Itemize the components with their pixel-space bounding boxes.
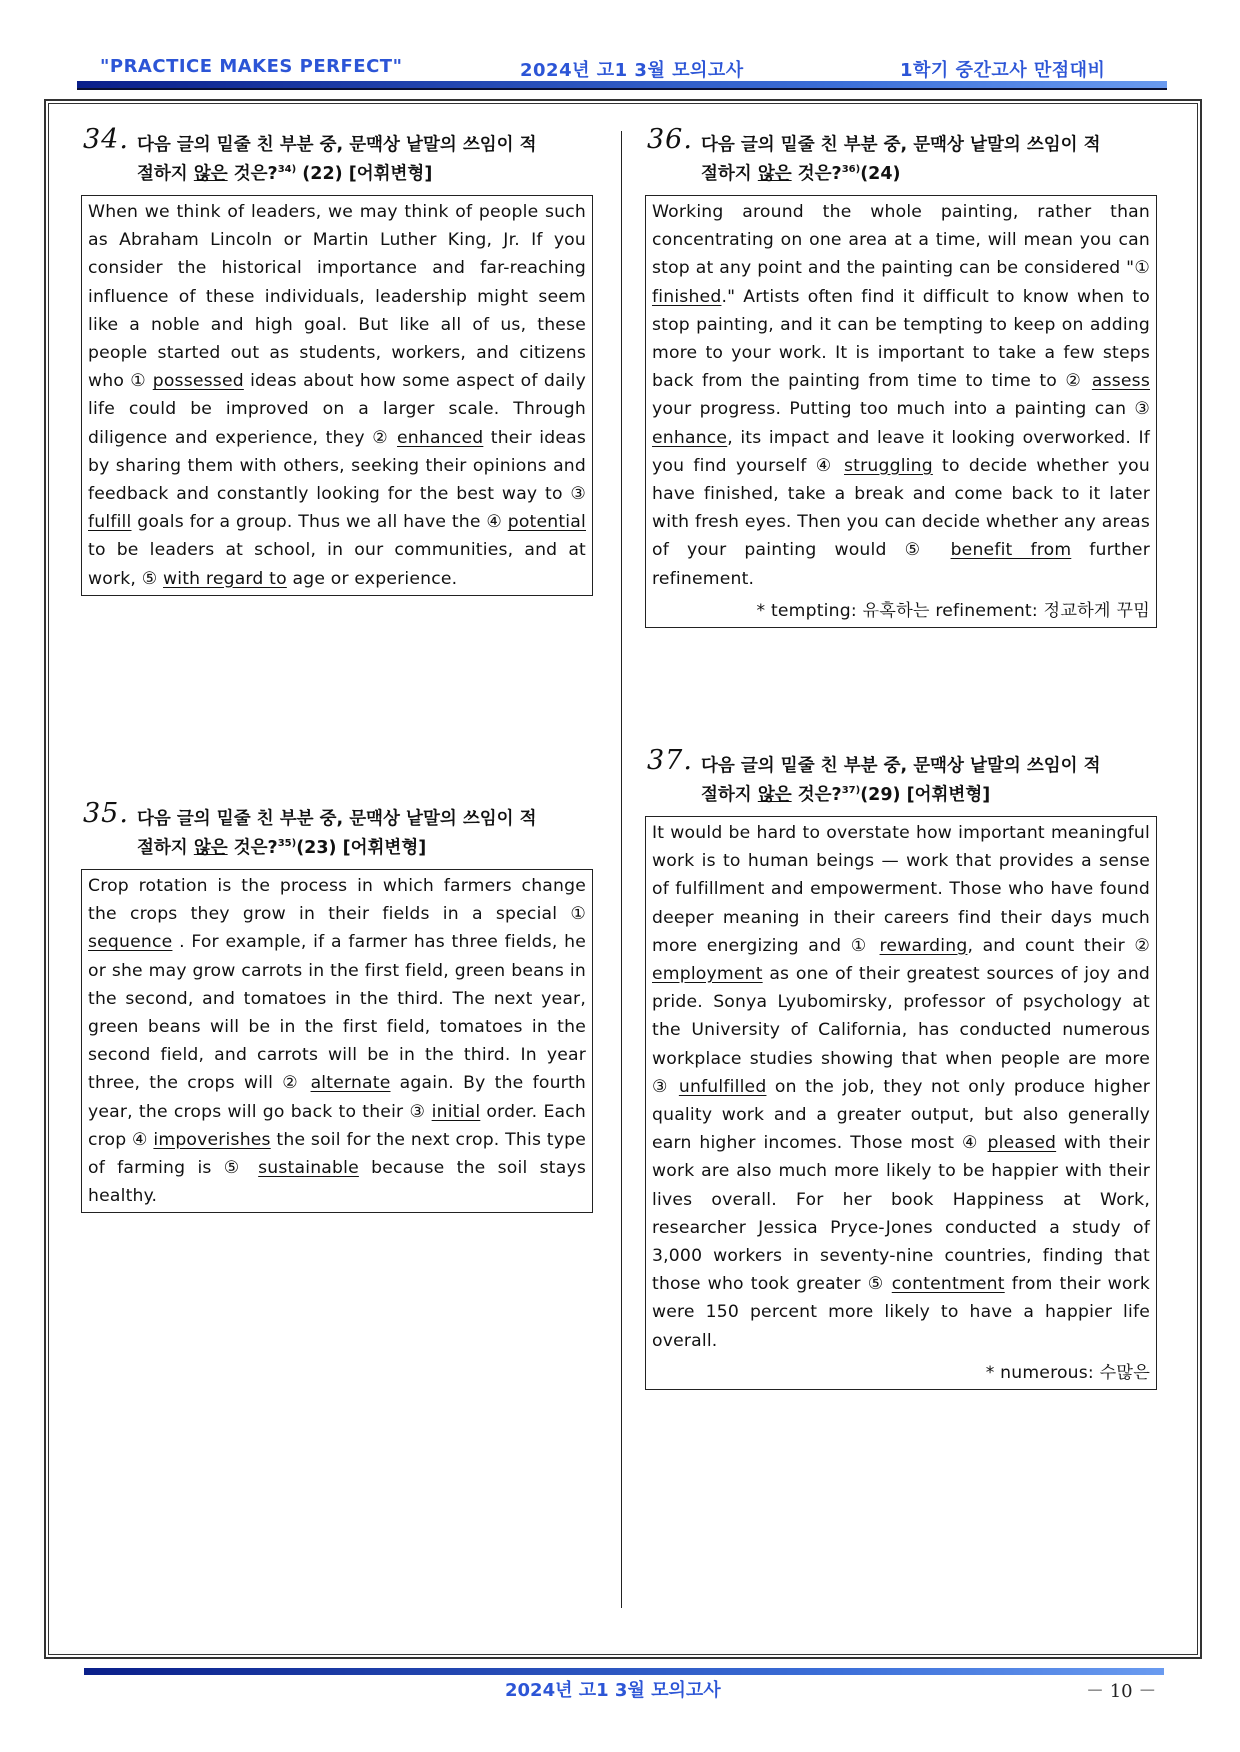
header-motto: "PRACTICE MAKES PERFECT" — [100, 56, 403, 77]
prompt-line-2 — [701, 781, 1157, 810]
prompt-line-2 — [701, 160, 1157, 189]
footer-rule — [84, 1668, 1164, 1675]
underlined-choice-5: sustainable — [258, 1158, 359, 1179]
prompt-underlined-word: 않은 — [757, 164, 792, 184]
passage-text: again. By the fourth year, the crops will go back to their ③ — [88, 1073, 586, 1122]
underlined-choice-1: rewarding — [879, 935, 968, 956]
question-35-passage — [81, 869, 593, 1213]
question-35 — [81, 798, 593, 1213]
prompt-tag: (29) [어휘변형] — [860, 785, 991, 805]
prompt-text: 절하지 — [137, 164, 194, 184]
question-34 — [81, 124, 593, 596]
footer-exam-title: 2024년 고1 3월 모의고사 — [505, 1680, 721, 1701]
passage-text: from their work were 150 percent more likely to have a happier life overall. — [652, 1274, 1150, 1351]
underlined-choice-1: finished — [652, 286, 722, 307]
prompt-line-1: 다음 글의 밑줄 친 부분 중, 문맥상 낱말의 쓰임이 적 — [701, 756, 1101, 776]
vocabulary-note: * tempting: 유혹하는 refinement: 정교하게 꾸밈 — [756, 600, 1150, 621]
prompt-tag: (23) [어휘변형] — [296, 838, 427, 858]
question-36-passage — [645, 195, 1157, 628]
passage-text: with their work are also much more likely to be happier with their lives overall. For her book Happiness at Work, researcher Jessica Pryce-Jones conducted a study of 3,000 workers in seventy-nine countries, finding that those who took greater ⑤ — [652, 1133, 1151, 1295]
question-number: 37. — [647, 745, 693, 776]
passage-text: ideas about how some aspect of daily life could be improved on a larger scale. Through diligence and experience, they ② — [88, 371, 586, 448]
passage-text: age or experience. — [286, 568, 458, 589]
underlined-choice-4: impoverishes — [153, 1129, 271, 1150]
underlined-choice-5: with regard to — [163, 568, 287, 589]
underlined-choice-2: employment — [652, 964, 763, 985]
prompt-text: 절하지 — [137, 838, 194, 858]
underlined-choice-5: benefit from — [950, 540, 1072, 561]
question-34-passage — [81, 195, 593, 596]
question-number: 34. — [83, 124, 129, 155]
question-35-prompt — [81, 798, 593, 863]
underlined-choice-5: contentment — [891, 1274, 1005, 1295]
vocabulary-note: * numerous: 수많은 — [985, 1362, 1150, 1383]
passage-text: ." Artists often find it difficult to know when to stop painting, and it can be tempting to keep on adding more to your work. It is important to take a few steps back from the painting from time to time to ② — [652, 286, 1150, 392]
passage-text: , its impact and leave it looking overworked. If you find yourself ④ — [652, 427, 1150, 476]
question-37 — [645, 745, 1157, 1390]
underlined-choice-4: pleased — [987, 1133, 1057, 1154]
prompt-text: 절하지 — [701, 785, 758, 805]
underlined-choice-3: initial — [431, 1101, 481, 1122]
underlined-choice-2: alternate — [310, 1073, 391, 1094]
underlined-choice-1: sequence — [88, 932, 173, 953]
underlined-choice-3: fulfill — [88, 512, 132, 533]
passage-text: order. Each crop ④ — [88, 1101, 587, 1150]
page-number: － 10 － — [1086, 1681, 1157, 1702]
header-rule-shadow — [77, 88, 1167, 90]
passage-text: . For example, if a farmer has three fields, he or she may grow carrots in the first field, green beans in the second, and tomatoes in the third. The next year, green beans will be in the first field, tomatoes in the second field, and carrots will be in the third. In year three, the crops will ② — [88, 932, 586, 1094]
prompt-tag: (24) — [860, 164, 901, 184]
prompt-text: 절하지 — [701, 164, 758, 184]
prompt-line-1: 다음 글의 밑줄 친 부분 중, 문맥상 낱말의 쓰임이 적 — [137, 135, 537, 155]
footnote-ref: 34) — [277, 164, 297, 176]
question-34-prompt — [81, 124, 593, 189]
passage-text: on the job, they not only produce higher quality work and a greater output, but also generally earn higher incomes. Those most ④ — [652, 1076, 1150, 1154]
prompt-tag: (22) [어휘변형] — [296, 164, 433, 184]
question-37-prompt — [645, 745, 1157, 810]
underlined-choice-2: assess — [1091, 371, 1150, 392]
prompt-line-1: 다음 글의 밑줄 친 부분 중, 문맥상 낱말의 쓰임이 적 — [701, 135, 1101, 155]
passage-text: your progress. Putting too much into a painting can ③ — [652, 399, 1150, 420]
passage-text: When we think of leaders, we may think of people such as Abraham Lincoln or Martin Luther King, Jr. If you consider the historical importance and far-reaching influence of these individuals, leadership might seem like a noble and high goal. But like all of us, these people started out as students, workers, and citizens who ① — [88, 202, 586, 392]
prompt-text: 것은? — [227, 164, 278, 184]
prompt-line-1: 다음 글의 밑줄 친 부분 중, 문맥상 낱말의 쓰임이 적 — [137, 809, 537, 829]
prompt-text: 것은? — [791, 164, 842, 184]
header-exam-period: 1학기 중간고사 만점대비 — [900, 60, 1106, 81]
prompt-underlined-word: 않은 — [193, 164, 228, 184]
underlined-choice-4: struggling — [844, 455, 933, 476]
passage-text: because the soil stays healthy. — [88, 1158, 586, 1207]
passage-text: , and count their ② — [967, 935, 1150, 956]
passage-text: It would be hard to overstate how important meaningful work is to human beings — work that provides a sense of fulfillment and empowerment. Those who have found deeper meaning in their careers find their days much more energizing and ① — [652, 823, 1150, 956]
underlined-choice-4: potential — [507, 512, 586, 533]
underlined-choice-3: enhance — [652, 427, 728, 448]
passage-text: to be leaders at school, in our communities, and at work, ⑤ — [88, 540, 586, 589]
question-36-prompt — [645, 124, 1157, 189]
underlined-choice-2: enhanced — [397, 427, 484, 448]
underlined-choice-1: possessed — [152, 371, 244, 392]
page-header — [0, 52, 1240, 82]
question-36 — [645, 124, 1157, 628]
footnote-ref: 37) — [841, 785, 861, 797]
passage-text: further refinement. — [652, 540, 1150, 589]
header-rule — [77, 81, 1167, 88]
passage-text: to decide whether you have finished, take a break and come back to it later with fresh eyes. Then you can decide whether any areas of your painting would ⑤ — [652, 455, 1150, 561]
passage-text: goals for a group. Thus we all have the ④ — [131, 512, 508, 533]
prompt-line-2 — [137, 834, 593, 863]
prompt-line-2 — [137, 160, 593, 189]
prompt-text: 것은? — [227, 838, 278, 858]
prompt-underlined-word: 않은 — [193, 838, 228, 858]
question-number: 36. — [647, 124, 693, 155]
question-37-passage — [645, 816, 1157, 1390]
passage-text: Working around the whole painting, rather than concentrating on one area at a time, will mean you can stop at any point and the painting can be considered "① — [652, 202, 1150, 279]
passage-text: as one of their greatest sources of joy and pride. Sonya Lyubomirsky, professor of psychology at the University of California, has conducted numerous workplace studies showing that when people are more ③ — [652, 964, 1150, 1097]
passage-text: their ideas by sharing them with others, seeking their opinions and feedback and constantly looking for the best way to ③ — [88, 427, 587, 505]
prompt-text: 것은? — [791, 785, 842, 805]
passage-text: Crop rotation is the process in which farmers change the crops they grow in their fields in a special ① — [88, 876, 586, 925]
footnote-ref: 36) — [841, 164, 861, 176]
footnote-ref: 35) — [277, 838, 297, 850]
column-divider — [621, 131, 622, 1608]
prompt-underlined-word: 않은 — [757, 785, 792, 805]
underlined-choice-3: unfulfilled — [678, 1076, 767, 1097]
passage-text: the soil for the next crop. This type of farming is ⑤ — [88, 1129, 586, 1179]
question-number: 35. — [83, 798, 129, 829]
header-exam-title: 2024년 고1 3월 모의고사 — [520, 60, 744, 81]
